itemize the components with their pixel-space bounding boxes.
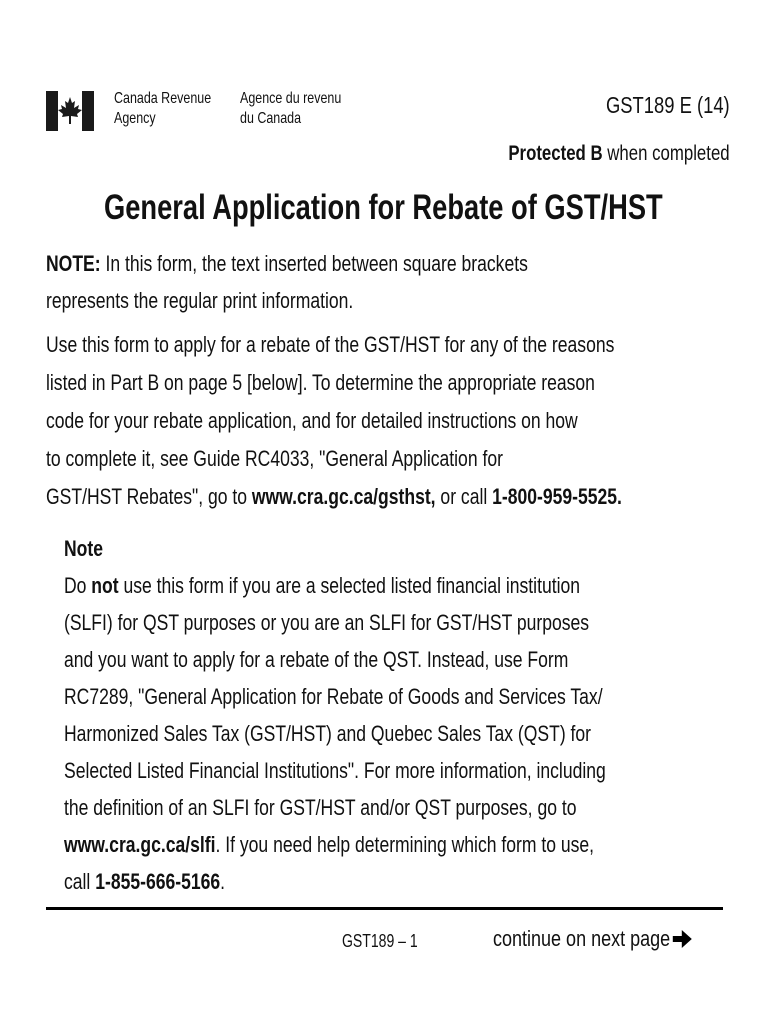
instructions-text: GST/HST Rebates", go to <box>46 484 252 509</box>
note-line: and you want to apply for a rebate of the QST. Instead, use Form <box>64 647 569 672</box>
note-line: the definition of an SLFI for GST/HST and/or QST purposes, go to <box>64 795 577 820</box>
protected-suffix: when completed <box>607 142 730 165</box>
instructions-text: or call <box>435 484 493 509</box>
slfi-phone-number: 1-855-666-5166 <box>95 869 221 894</box>
agency-en-line2: Agency <box>114 110 156 127</box>
continue-next-page[interactable] <box>493 926 691 952</box>
agency-en-line1: Canada Revenue <box>114 90 212 107</box>
note-intro-text: In this form, the text inserted between square brackets <box>100 251 528 276</box>
slfi-link[interactable]: www.cra.gc.ca/slfi <box>64 832 216 857</box>
note-text: . If you need help determining which form to use, <box>215 832 595 857</box>
instructions-paragraph <box>46 326 622 516</box>
note-line: Selected Listed Financial Institutions". For more information, including <box>64 758 606 783</box>
note-text: Do <box>64 573 92 598</box>
agency-fr-line2: du Canada <box>240 110 302 127</box>
page-title: General Application for Rebate of GST/HST <box>104 188 663 227</box>
note-line: Harmonized Sales Tax (GST/HST) and Quebec Sales Tax (QST) for <box>64 721 592 746</box>
note-intro-paragraph <box>46 245 528 319</box>
footer-divider <box>46 907 723 910</box>
instructions-line: listed in Part B on page 5 [below]. To determine the appropriate reason <box>46 370 595 395</box>
note-emphasis: not <box>91 573 119 598</box>
note-intro-line: represents the regular print information. <box>46 288 354 313</box>
instructions-line: code for your rebate application, and for detailed instructions on how <box>46 408 578 433</box>
gsthst-link[interactable]: www.cra.gc.ca/gsthst, <box>251 484 436 509</box>
instructions-line: Use this form to apply for a rebate of the GST/HST for any of the reasons <box>46 332 615 357</box>
note-text: use this form if you are a selected listed financial institution <box>118 573 581 598</box>
note-line: (SLFI) for QST purposes or you are an SLFI for GST/HST purposes <box>64 610 590 635</box>
agency-name-english <box>114 89 211 129</box>
maple-leaf-icon <box>58 97 82 124</box>
protected-label: Protected B <box>508 142 603 165</box>
slfi-note <box>64 530 606 900</box>
note-intro-label: NOTE: <box>46 251 101 276</box>
instructions-line <box>46 478 622 516</box>
canada-flag-logo <box>46 91 94 131</box>
flag-right-bar <box>82 91 94 131</box>
note-intro-line <box>46 245 528 282</box>
note-line <box>64 863 606 900</box>
agency-fr-line1: Agence du revenu <box>240 90 342 107</box>
note-text: . <box>220 869 226 894</box>
note-heading: Note <box>64 536 103 561</box>
note-text: call <box>64 869 96 894</box>
right-arrow-icon <box>671 928 693 950</box>
continue-label: continue on next page <box>493 926 671 951</box>
protected-status <box>509 142 730 166</box>
note-line: RC7289, "General Application for Rebate of Goods and Services Tax/ <box>64 684 603 709</box>
page-number: GST189 – 1 <box>342 931 418 951</box>
flag-left-bar <box>46 91 58 131</box>
form-number: GST189 E (14) <box>606 92 730 118</box>
note-line <box>64 826 606 863</box>
gsthst-phone-number: 1-800-959-5525. <box>492 484 622 509</box>
agency-name-french <box>240 89 341 129</box>
instructions-line: to complete it, see Guide RC4033, "General Application for <box>46 446 503 471</box>
note-line <box>64 567 606 604</box>
